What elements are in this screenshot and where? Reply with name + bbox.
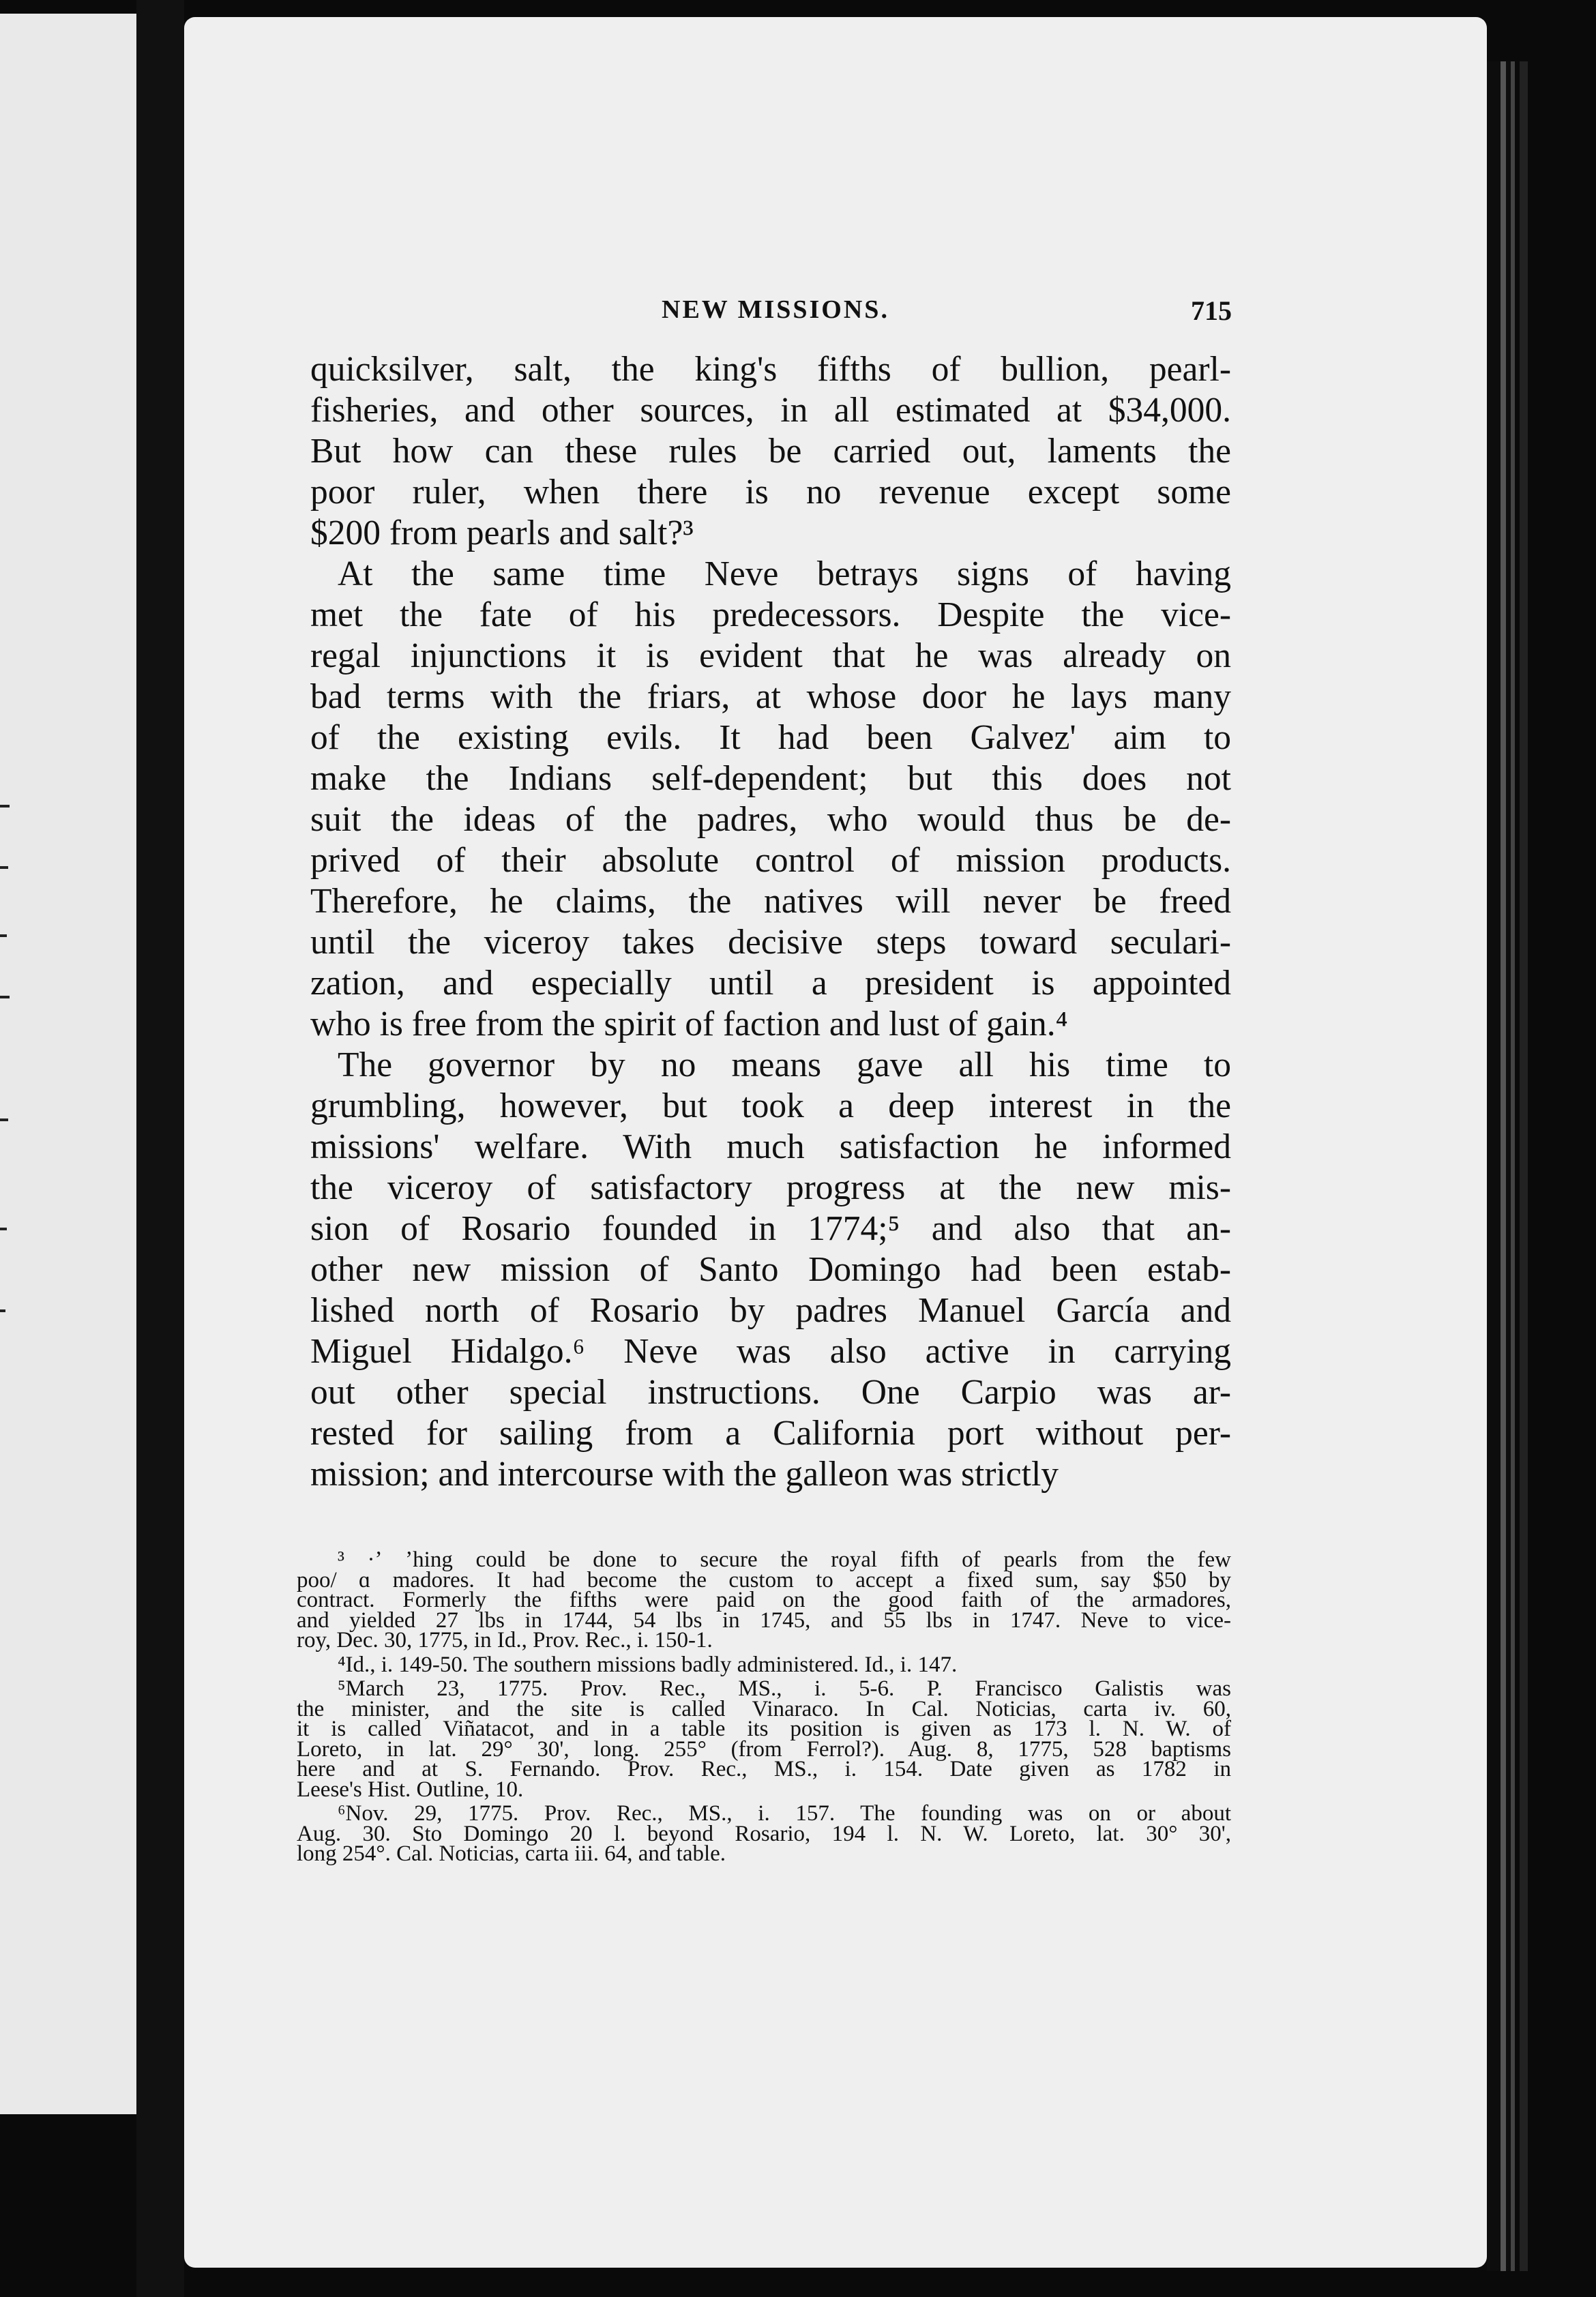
body-line: lished north of Rosario by padres Manuel García and (310, 1291, 1231, 1330)
footnote-line: and yielded 27 lbs in 1744, 54 lbs in 1745, and 55 lbs in 1747. Neve to vice- (297, 1607, 1231, 1633)
facing-page-mark (0, 866, 8, 869)
page-stack-edge (1531, 61, 1552, 2271)
body-line: who is free from the spirit of faction and lust of gain.⁴ (310, 1005, 1068, 1043)
body-line: other new mission of Santo Domingo had been estab- (310, 1250, 1231, 1289)
facing-page-mark (0, 996, 10, 998)
body-line: missions' welfare. With much satisfaction he informed (310, 1127, 1231, 1166)
footnote-line: ⁴Id., i. 149-50. The southern missions badly administered. Id., i. 147. (338, 1652, 958, 1677)
footnote-line: Aug. 30. Sto Domingo 20 l. beyond Rosario, 194 l. N. W. Loreto, lat. 30° 30', (297, 1821, 1231, 1846)
facing-page-edge (0, 14, 136, 2114)
facing-page-mark (0, 1118, 8, 1121)
book-gutter (136, 0, 184, 2297)
facing-page-mark (0, 1309, 5, 1312)
body-line: poor ruler, when there is no revenue except some (310, 473, 1231, 512)
body-line: make the Indians self-dependent; but this does not (310, 759, 1231, 798)
footnote-line: it is called Viñatacot, and in a table its position is given as 173 l. N. W. of (297, 1717, 1231, 1741)
body-text (310, 349, 1231, 1495)
body-line: bad terms with the friars, at whose door he lays many (310, 677, 1231, 716)
footnote-line: ⁶Nov. 29, 1775. Prov. Rec., MS., i. 157. The founding was on or about (338, 1801, 1231, 1826)
footnote-line: Leese's Hist. Outline, 10. (297, 1777, 524, 1802)
body-line: grumbling, however, but took a deep interest in the (310, 1086, 1231, 1125)
body-line: sion of Rosario founded in 1774;⁵ and also that an- (310, 1209, 1231, 1248)
footnote-line: here and at S. Fernando. Prov. Rec., MS., i. 154. Date given as 1782 in (297, 1757, 1231, 1781)
body-line: Miguel Hidalgo.⁶ Neve was also active in carrying (310, 1332, 1231, 1371)
page-stack-edge (1520, 61, 1528, 2271)
running-head (184, 295, 1487, 329)
footnote-line: roy, Dec. 30, 1775, in Id., Prov. Rec., i. 150-1. (297, 1628, 713, 1653)
footnote-line: Loreto, in lat. 29° 30', long. 255° (from Ferrol?). Aug. 8, 1775, 528 baptisms (297, 1736, 1231, 1762)
body-line: mission; and intercourse with the galleon was strictly (310, 1455, 1059, 1494)
footnote-line: ³ ·ʼ ʼhing could be done to secure the royal fifth of pearls from the few (338, 1547, 1231, 1572)
body-line: prived of their absolute control of mission products. (310, 841, 1231, 880)
page-stack-edge (1501, 61, 1506, 2271)
body-line: At the same time Neve betrays signs of having (338, 554, 1231, 593)
footnote-line: ⁵March 23, 1775. Prov. Rec., MS., i. 5-6. P. Francisco Galistis was (338, 1676, 1231, 1701)
facing-page-mark (0, 934, 7, 937)
body-line: quicksilver, salt, the king's fifths of bullion, pearl- (310, 350, 1231, 389)
footnote-line: poo/ ɑ madores. It had become the custom to accept a fixed sum, say $50 by (297, 1567, 1231, 1592)
footnote-line: contract. Formerly the fifths were paid on the good faith of the armadores, (297, 1588, 1231, 1612)
footnote-line: long 254°. Cal. Noticias, carta iii. 64, and table. (297, 1841, 726, 1866)
page-stack-edge (1511, 61, 1515, 2271)
body-line: But how can these rules be carried out, laments the (310, 432, 1231, 471)
footnote-line: the minister, and the site is called Vinaraco. In Cal. Noticias, carta iv. 60, (297, 1696, 1231, 1721)
facing-page-mark (0, 805, 10, 807)
body-line: of the existing evils. It had been Galvez' aim to (310, 718, 1231, 757)
page-number: 715 (1191, 295, 1232, 326)
facing-page-mark (0, 1228, 7, 1230)
body-line: Therefore, he claims, the natives will never be freed (310, 882, 1231, 921)
body-line: met the fate of his predecessors. Despite the vice- (310, 595, 1231, 634)
body-line: regal injunctions it is evident that he was already on (310, 636, 1231, 675)
body-line: $200 from pearls and salt?³ (310, 514, 694, 552)
body-line: out other special instructions. One Carpio was ar- (310, 1373, 1231, 1412)
body-line: until the viceroy takes decisive steps toward seculari- (310, 923, 1231, 962)
body-line: the viceroy of satisfactory progress at the new mis- (310, 1168, 1231, 1207)
body-line: The governor by no means gave all his time to (338, 1046, 1231, 1084)
body-line: fisheries, and other sources, in all estimated at $34,000. (310, 391, 1231, 430)
body-line: suit the ideas of the padres, who would thus be de- (310, 800, 1231, 839)
footnotes (297, 1547, 1231, 1866)
running-head-title: NEW MISSIONS. (662, 295, 889, 324)
body-line: rested for sailing from a California port without per- (310, 1414, 1231, 1453)
body-line: zation, and especially until a president is appointed (310, 964, 1231, 1003)
